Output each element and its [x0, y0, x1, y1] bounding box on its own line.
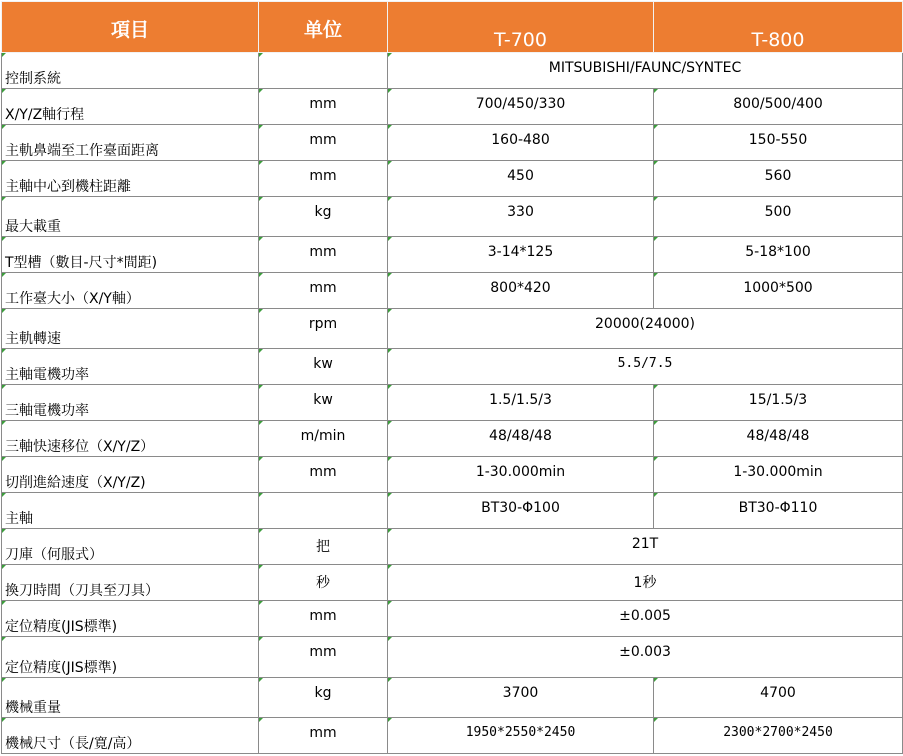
value-t700 [388, 89, 654, 125]
cell-marker-icon [259, 89, 263, 93]
row-unit [259, 637, 388, 678]
value-t800 [654, 718, 903, 754]
table-row [2, 197, 903, 237]
table-row [2, 309, 903, 349]
row-unit-text: mm [309, 280, 337, 296]
cell-marker-icon [2, 125, 6, 129]
cell-marker-icon [388, 718, 392, 722]
row-label-text: 主軸中心到機柱距離 [5, 179, 131, 195]
table-row [2, 421, 903, 457]
value-t700-text: 160-480 [491, 132, 550, 148]
table-row [2, 349, 903, 385]
cell-marker-icon [654, 385, 658, 389]
table-row [2, 457, 903, 493]
row-label-text: 定位精度(JIS標準) [5, 660, 118, 676]
table-body [2, 53, 903, 754]
row-unit [259, 718, 388, 754]
value-t700 [388, 237, 654, 273]
cell-marker-icon [2, 309, 6, 313]
cell-marker-icon [388, 565, 392, 569]
value-t700-text: 48/48/48 [489, 428, 552, 444]
value-t800-text: 5-18*100 [745, 244, 811, 260]
cell-marker-icon [2, 273, 6, 277]
table-row [2, 273, 903, 309]
value-t700 [388, 718, 654, 754]
table-row [2, 565, 903, 601]
value-t700-text: 1秒 [633, 575, 657, 591]
row-label-text: 刀庫（何服式） [5, 547, 103, 563]
cell-marker-icon [259, 161, 263, 165]
cell-marker-icon [654, 421, 658, 425]
value-shared [388, 309, 903, 349]
value-t800 [654, 237, 903, 273]
row-unit [259, 565, 388, 601]
row-label-text: 主軌鼻端至工作臺面距离 [5, 143, 159, 159]
row-label [2, 421, 259, 457]
row-unit-text: mm [309, 244, 337, 260]
cell-marker-icon [2, 421, 6, 425]
row-label [2, 529, 259, 565]
value-t800-text: 48/48/48 [746, 428, 810, 444]
value-t700-text: 1-30.000min [475, 464, 566, 480]
row-label [2, 385, 259, 421]
row-unit-text: rpm [308, 316, 338, 332]
cell-marker-icon [2, 493, 6, 497]
value-t700-text: 3-14*125 [487, 244, 554, 260]
cell-marker-icon [2, 718, 6, 722]
value-t800-text: 500 [764, 204, 792, 220]
value-t700-text: BT30-Φ100 [481, 500, 560, 516]
cell-marker-icon [388, 493, 392, 497]
row-unit [259, 349, 388, 385]
row-label [2, 493, 259, 529]
value-t700-text: ±0.003 [619, 644, 671, 660]
cell-marker-icon [388, 637, 392, 641]
cell-marker-icon [654, 678, 658, 682]
row-label-text: 機械重量 [5, 700, 61, 716]
cell-marker-icon [654, 457, 658, 461]
table-row [2, 385, 903, 421]
cell-marker-icon [259, 273, 263, 277]
row-unit-text: 把 [316, 539, 330, 555]
spec-table [1, 1, 903, 754]
value-t700 [388, 385, 654, 421]
value-t800 [654, 197, 903, 237]
value-t800-text: 560 [764, 168, 792, 184]
row-label-text: 三軸快速移位（X/Y/Z） [5, 439, 155, 455]
cell-marker-icon [2, 237, 6, 241]
table-header [2, 2, 903, 53]
row-unit [259, 89, 388, 125]
row-label [2, 457, 259, 493]
row-label [2, 309, 259, 349]
value-t700-text: 1950*2550*2450 [465, 725, 576, 740]
row-label-text: 切削進給速度（X/Y/Z) [5, 475, 146, 491]
value-t800-text: 1000*500 [743, 280, 813, 296]
row-unit [259, 678, 388, 718]
value-t800-text: 800/500/400 [733, 96, 823, 112]
cell-marker-icon [654, 273, 658, 277]
row-unit [259, 385, 388, 421]
cell-marker-icon [259, 529, 263, 533]
value-t700 [388, 457, 654, 493]
cell-marker-icon [654, 237, 658, 241]
value-t800 [654, 385, 903, 421]
value-t800-text: 4700 [760, 685, 796, 701]
table-row [2, 161, 903, 197]
cell-marker-icon [2, 565, 6, 569]
value-t700 [388, 493, 654, 529]
cell-marker-icon [388, 53, 392, 57]
row-label [2, 637, 259, 678]
cell-marker-icon [388, 273, 392, 277]
cell-marker-icon [259, 678, 263, 682]
cell-marker-icon [2, 678, 6, 682]
table-row [2, 601, 903, 637]
row-unit [259, 601, 388, 637]
header-model-t800: T-800 [654, 2, 903, 53]
cell-marker-icon [654, 89, 658, 93]
table-row [2, 718, 903, 754]
row-label-text: 主軸電機功率 [5, 367, 89, 383]
row-label-text: T型槽（數目-尺寸*間距) [5, 255, 158, 271]
row-label [2, 53, 259, 89]
value-shared [388, 529, 903, 565]
value-t800-text: 1-30.000min [733, 464, 823, 480]
row-unit [259, 125, 388, 161]
value-t700-text: ±0.005 [619, 608, 671, 624]
table-row [2, 125, 903, 161]
row-label [2, 565, 259, 601]
cell-marker-icon [388, 89, 392, 93]
cell-marker-icon [259, 53, 263, 57]
value-t700-text: 20000(24000) [595, 316, 695, 332]
value-t800 [654, 493, 903, 529]
cell-marker-icon [2, 197, 6, 201]
row-label-text: 主軸 [5, 511, 33, 527]
row-label-text: 最大載重 [5, 219, 61, 235]
row-unit [259, 237, 388, 273]
row-unit-text: mm [309, 168, 337, 184]
row-label-text: 定位精度(JIS標準) [5, 619, 118, 635]
cell-marker-icon [259, 125, 263, 129]
value-t700-text: 21T [631, 536, 659, 552]
value-t700 [388, 421, 654, 457]
row-label-text: X/Y/Z軸行程 [5, 107, 85, 123]
value-shared [388, 53, 903, 89]
cell-marker-icon [388, 601, 392, 605]
row-unit-text: m/min [300, 428, 346, 444]
cell-marker-icon [388, 309, 392, 313]
row-label-text: 控制系統 [5, 71, 61, 87]
value-t800-text: BT30-Φ110 [738, 500, 818, 516]
cell-marker-icon [2, 161, 6, 165]
row-unit [259, 529, 388, 565]
row-unit [259, 197, 388, 237]
cell-marker-icon [654, 718, 658, 722]
row-unit-text: mm [309, 464, 337, 480]
table-row [2, 89, 903, 125]
row-unit [259, 53, 388, 89]
cell-marker-icon [259, 457, 263, 461]
table-row [2, 237, 903, 273]
row-unit-text: kg [314, 204, 332, 220]
row-unit-text: kw [313, 392, 333, 408]
cell-marker-icon [2, 529, 6, 533]
cell-marker-icon [2, 601, 6, 605]
row-unit-text: mm [309, 608, 337, 624]
row-unit [259, 309, 388, 349]
value-t800 [654, 273, 903, 309]
cell-marker-icon [259, 718, 263, 722]
value-t700-text: 330 [507, 204, 534, 220]
value-t700-text: MITSUBISHI/FAUNC/SYNTEC [548, 60, 742, 76]
cell-marker-icon [654, 493, 658, 497]
value-t700 [388, 161, 654, 197]
cell-marker-icon [259, 237, 263, 241]
cell-marker-icon [388, 678, 392, 682]
cell-marker-icon [388, 125, 392, 129]
cell-marker-icon [388, 237, 392, 241]
row-label-text: 三軸電機功率 [5, 403, 89, 419]
cell-marker-icon [388, 457, 392, 461]
row-unit-text: 秒 [316, 575, 330, 591]
row-label-text: 機械尺寸（長/寛/高） [5, 736, 141, 752]
value-t800-text: 15/1.5/3 [748, 392, 808, 408]
cell-marker-icon [388, 349, 392, 353]
value-t800 [654, 421, 903, 457]
value-shared [388, 637, 903, 678]
cell-marker-icon [388, 421, 392, 425]
row-label [2, 161, 259, 197]
cell-marker-icon [654, 161, 658, 165]
value-t700-text: 5.5/7.5 [617, 356, 673, 371]
table-row [2, 493, 903, 529]
row-label [2, 718, 259, 754]
value-shared [388, 601, 903, 637]
value-t700 [388, 125, 654, 161]
row-label-text: 工作臺大小（X/Y軸） [5, 291, 140, 307]
value-t800 [654, 161, 903, 197]
cell-marker-icon [259, 349, 263, 353]
cell-marker-icon [654, 197, 658, 201]
value-t800 [654, 89, 903, 125]
row-label [2, 237, 259, 273]
cell-marker-icon [388, 197, 392, 201]
header-unit: 单位 [259, 2, 388, 53]
table-row [2, 637, 903, 678]
value-t700 [388, 678, 654, 718]
value-t700-text: 1.5/1.5/3 [489, 392, 552, 408]
value-t800 [654, 457, 903, 493]
value-t800-text: 2300*2700*2450 [723, 725, 833, 740]
header-model-t700: T-700 [388, 2, 654, 53]
row-unit-text: kw [313, 356, 333, 372]
cell-marker-icon [259, 565, 263, 569]
row-unit [259, 457, 388, 493]
cell-marker-icon [259, 385, 263, 389]
value-t800 [654, 125, 903, 161]
row-unit-text: mm [309, 96, 337, 112]
row-label [2, 197, 259, 237]
cell-marker-icon [388, 529, 392, 533]
row-label-text: 主軌轉速 [5, 331, 61, 347]
cell-marker-icon [654, 125, 658, 129]
cell-marker-icon [259, 637, 263, 641]
cell-marker-icon [259, 309, 263, 313]
table-row [2, 53, 903, 89]
cell-marker-icon [259, 197, 263, 201]
value-t700-text: 700/450/330 [475, 96, 566, 112]
cell-marker-icon [259, 493, 263, 497]
table-row [2, 678, 903, 718]
row-unit-text: kg [314, 685, 332, 701]
row-unit [259, 273, 388, 309]
row-unit-text: mm [309, 644, 337, 660]
cell-marker-icon [259, 601, 263, 605]
cell-marker-icon [2, 349, 6, 353]
row-unit-text: mm [309, 725, 337, 741]
header-item: 項目 [2, 2, 259, 53]
row-label [2, 349, 259, 385]
row-label-text: 換刀時間（刀具至刀具） [5, 583, 159, 599]
value-t800 [654, 678, 903, 718]
row-label [2, 89, 259, 125]
cell-marker-icon [259, 421, 263, 425]
cell-marker-icon [388, 161, 392, 165]
row-unit-text: mm [309, 132, 337, 148]
row-label [2, 601, 259, 637]
value-t800-text: 150-550 [748, 132, 808, 148]
cell-marker-icon [2, 53, 6, 57]
value-t700 [388, 273, 654, 309]
cell-marker-icon [2, 89, 6, 93]
row-unit [259, 421, 388, 457]
row-label [2, 273, 259, 309]
row-unit [259, 161, 388, 197]
cell-marker-icon [2, 385, 6, 389]
cell-marker-icon [2, 637, 6, 641]
cell-marker-icon [388, 385, 392, 389]
row-unit [259, 493, 388, 529]
value-shared [388, 565, 903, 601]
table-row [2, 529, 903, 565]
value-t700 [388, 197, 654, 237]
value-t700-text: 3700 [502, 685, 539, 701]
cell-marker-icon [2, 457, 6, 461]
value-shared [388, 349, 903, 385]
row-label [2, 125, 259, 161]
value-t700-text: 800*420 [490, 280, 551, 296]
row-label [2, 678, 259, 718]
value-t700-text: 450 [507, 168, 534, 184]
